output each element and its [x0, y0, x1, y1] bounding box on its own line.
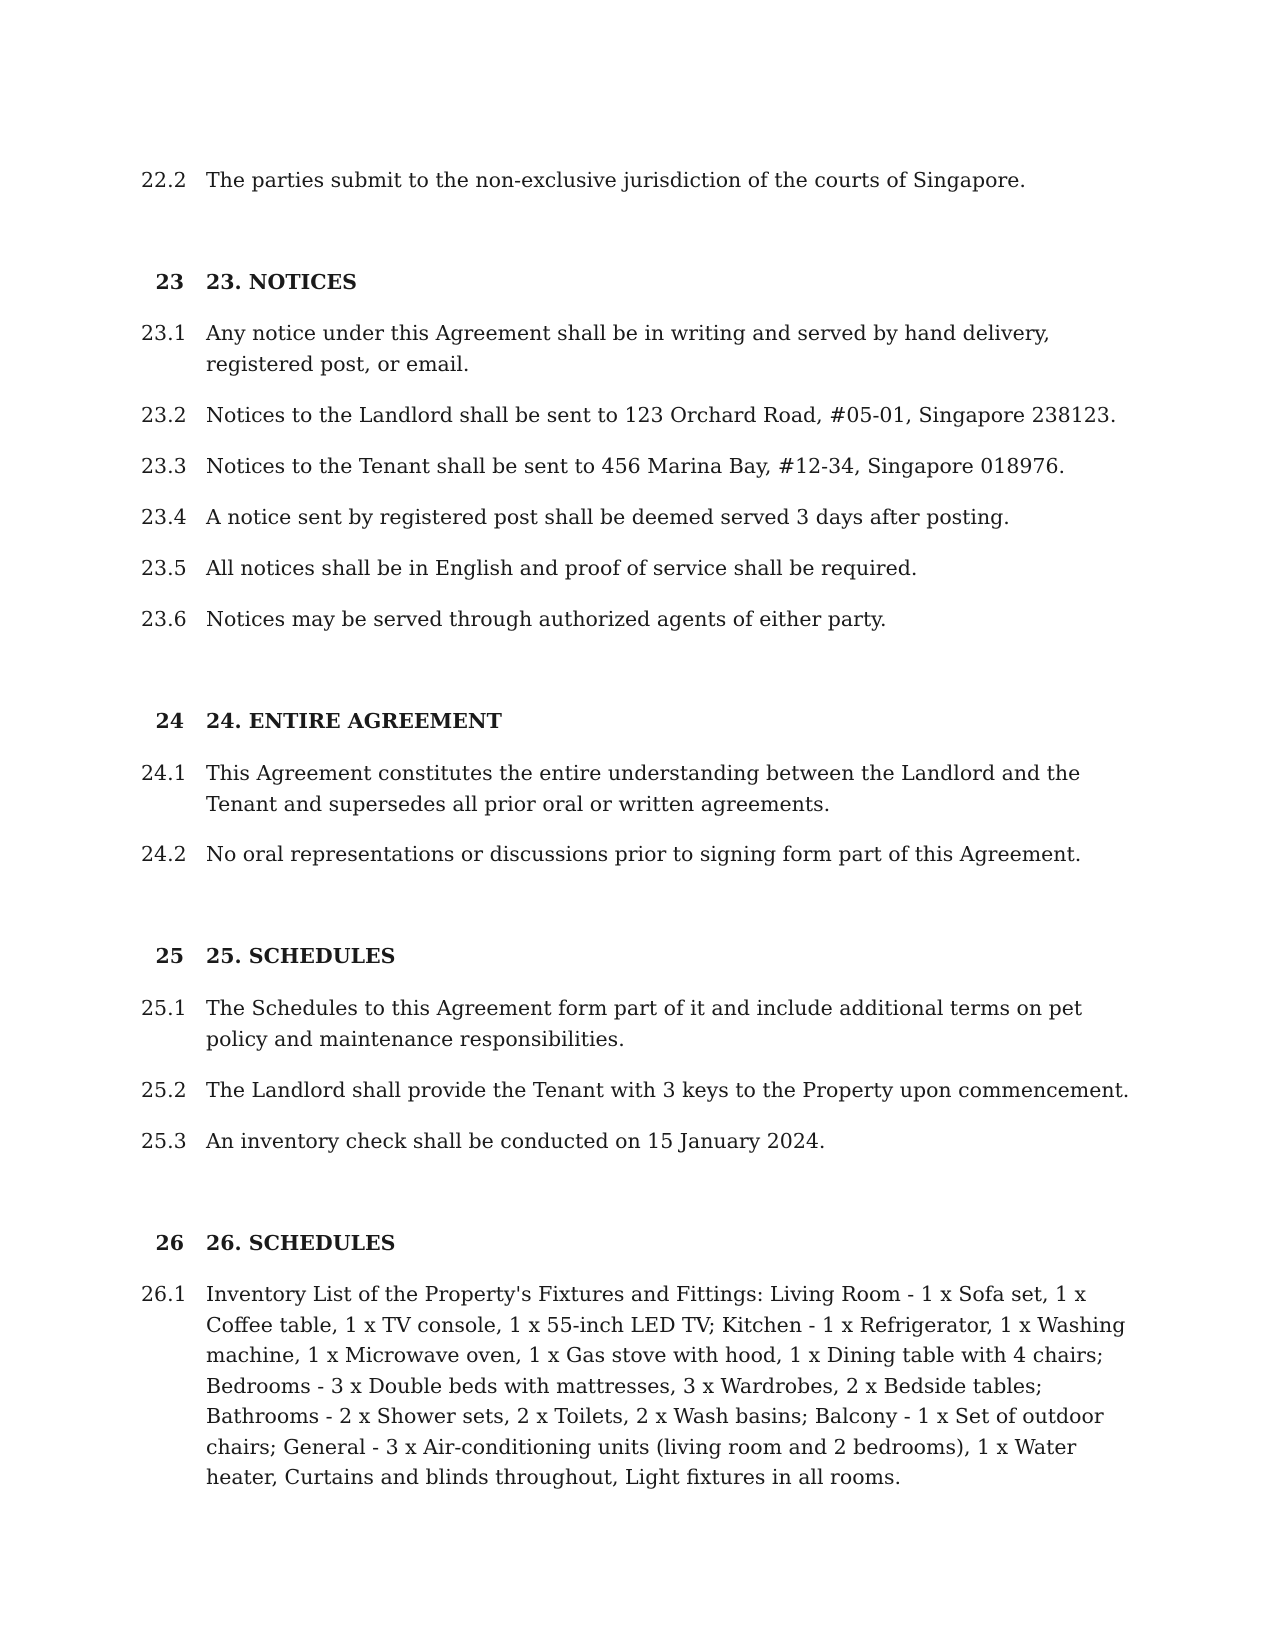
- clause-number: 23.1: [141, 321, 187, 345]
- clause-number: 23.6: [141, 607, 187, 631]
- clause-number: 24.1: [141, 761, 187, 785]
- section-number: 23: [155, 270, 184, 294]
- section-number: 25: [155, 944, 184, 968]
- clause-number: 24.2: [141, 842, 187, 866]
- section-title: 26. SCHEDULES: [206, 1231, 396, 1255]
- clause-number: 22.2: [141, 168, 187, 192]
- section-title: 24. ENTIRE AGREEMENT: [206, 709, 502, 733]
- clause-number: 25.1: [141, 996, 187, 1020]
- clause-text: The parties submit to the non-exclusive jurisdiction of the courts of Singapore.: [206, 168, 1026, 192]
- clause-text: All notices shall be in English and proof of service shall be required.: [206, 556, 918, 580]
- section-title: 25. SCHEDULES: [206, 944, 396, 968]
- clause-text: An inventory check shall be conducted on 15 January 2024.: [206, 1129, 826, 1153]
- clause-text: Notices to the Tenant shall be sent to 456 Marina Bay, #12-34, Singapore 018976.: [206, 454, 1066, 478]
- clause-text: A notice sent by registered post shall be deemed served 3 days after posting.: [206, 505, 1010, 529]
- section-number: 24: [155, 709, 184, 733]
- clause-text: Notices to the Landlord shall be sent to 123 Orchard Road, #05-01, Singapore 238123.: [206, 403, 1117, 427]
- clause-text: No oral representations or discussions prior to signing form part of this Agreement.: [206, 842, 1082, 866]
- clause-number: 25.3: [141, 1129, 187, 1153]
- clause-text: The Landlord shall provide the Tenant with 3 keys to the Property upon commencement.: [206, 1078, 1130, 1102]
- clause-text: Any notice under this Agreement shall be in writing and served by hand delivery, registered post, or email.: [206, 321, 1050, 376]
- clause-number: 23.2: [141, 403, 187, 427]
- clause-text: Inventory List of the Property's Fixtures and Fittings: Living Room - 1 x Sofa set, 1 x Coffee table, 1 x TV console, 1 x 55-inch LED TV; Kitchen - 1 x Refrigerator, 1 x Washing machine, 1 x Microwave oven, 1 x Gas stove with hood, 1 x Dining table with 4 chairs; Bedrooms - 3 x Double beds with mattresses, 3 x Wardrobes, 2 x Bedside tables; Bathrooms - 2 x Shower sets, 2 x Toilets, 2 x Wash basins; Balcony - 1 x Set of outdoor chairs; General - 3 x Air-conditioning units (living room and 2 bedrooms), 1 x Water heater, Curtains and blinds throughout, Light fixtures in all rooms.: [206, 1282, 1126, 1489]
- section-title: 23. NOTICES: [206, 270, 357, 294]
- clause-text: This Agreement constitutes the entire understanding between the Landlord and the Tenant and supersedes all prior oral or written agreements.: [206, 761, 1081, 816]
- clause-text: Notices may be served through authorized agents of either party.: [206, 607, 887, 631]
- section-number: 26: [155, 1231, 184, 1255]
- clause-text: The Schedules to this Agreement form part of it and include additional terms on pet policy and maintenance responsibilities.: [206, 996, 1083, 1051]
- clause-number: 25.2: [141, 1078, 187, 1102]
- clause-number: 26.1: [141, 1282, 187, 1306]
- clause-number: 23.4: [141, 505, 187, 529]
- clause-number: 23.3: [141, 454, 187, 478]
- clause-number: 23.5: [141, 556, 187, 580]
